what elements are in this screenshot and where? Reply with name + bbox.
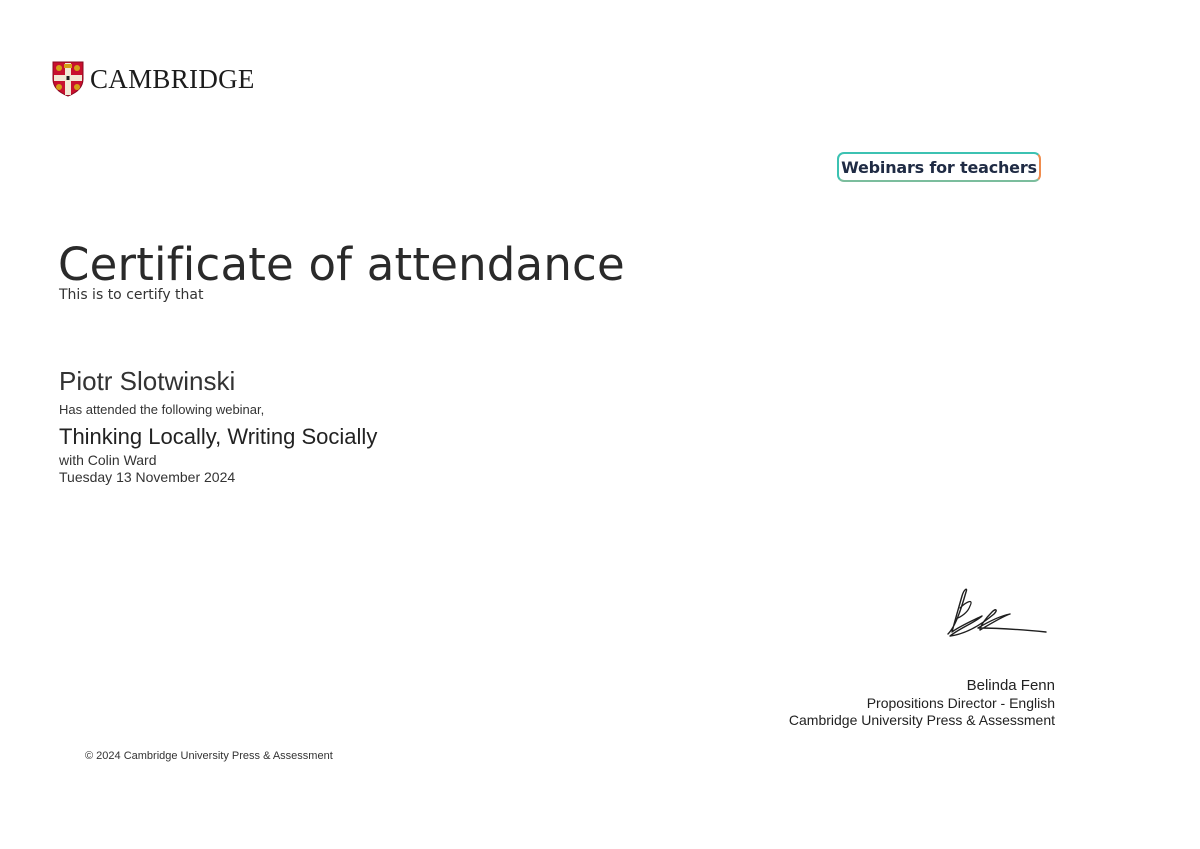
signatory-name: Belinda Fenn: [966, 677, 1055, 694]
attended-line: Has attended the following webinar,: [59, 402, 265, 417]
cambridge-wordmark: CAMBRIDGE: [90, 63, 255, 94]
cambridge-logo: [52, 61, 255, 97]
certificate-title: Certificate of attendance: [58, 238, 625, 291]
copyright-notice: © 2024 Cambridge University Press & Assessment: [85, 750, 333, 762]
signatory-role: Propositions Director - English: [866, 695, 1055, 711]
recipient-name: Piotr Slotwinski: [59, 366, 236, 396]
signatory-block: [789, 676, 1055, 729]
certify-line: This is to certify that: [59, 287, 204, 303]
webinars-badge-label: Webinars for teachers: [841, 157, 1037, 177]
signature-icon: [940, 586, 1052, 646]
webinars-badge: [837, 152, 1041, 182]
cambridge-shield-icon: [52, 61, 84, 97]
webinar-date: Tuesday 13 November 2024: [59, 469, 236, 485]
webinar-title: Thinking Locally, Writing Socially: [59, 424, 378, 449]
signatory-organisation: Cambridge University Press & Assessment: [788, 712, 1055, 728]
presenter-line: with Colin Ward: [59, 452, 157, 468]
